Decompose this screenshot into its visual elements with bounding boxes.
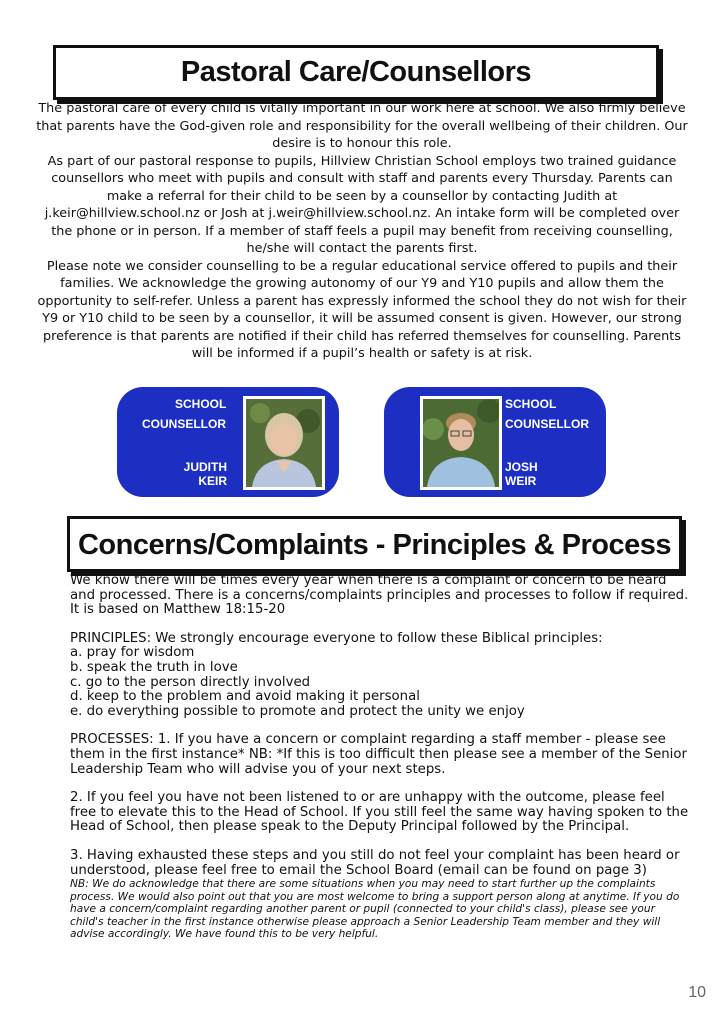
process-step-1: PROCESSES: 1. If you have a concern or complaint regarding a staff member - please see them in the first instance* NB: *If this is too difficult then please see a member of the Senior Leadership Team who will advise you of your next steps. (70, 732, 687, 777)
section-title-pastoral-care: Pastoral Care/Counsellors (53, 45, 659, 100)
first-name: JOSH (505, 460, 538, 474)
list-item: d. keep to the problem and avoid making it personal (70, 689, 420, 705)
footnote: NB: We do acknowledge that there are some situations when you may need to start further up the complaints process. We would also point out that you are most welcome to bring a support person along at anytime. If you do have a concern/complaint regarding another parent or pupil (connected to your child's class), please see your child's teacher in the first instance otherwise please approach a Senior Leadership Team member and they will advise accordingly. We have found this to be very helpful. (70, 878, 680, 941)
counsellor-card-judith (117, 387, 339, 497)
process-step-2: 2. If you feel you have not been listened to or are unhappy with the outcome, please feel free to elevate this to the Head of School. If you still feel the same way having spoken to the Head of School, then please speak to the Deputy Principal followed by the Principal. (70, 790, 689, 835)
portrait-photo-josh (423, 399, 499, 487)
counsellor-photo (243, 396, 325, 490)
list-item: c. go to the person directly involved (70, 674, 311, 690)
process-step-3: 3. Having exhausted these steps and you still do not feel your complaint has been heard or understood, please feel free to email the School Board (email can be found on page 3) (70, 847, 680, 878)
section-title-concerns: Concerns/Complaints - Principles & Process (67, 516, 682, 572)
pastoral-care-text (34, 100, 690, 363)
page-number: 10 (688, 984, 706, 1001)
counsellor-card-josh (384, 387, 606, 497)
list-item: b. speak the truth in love (70, 659, 238, 675)
counsellor-photo (420, 396, 502, 490)
card-label-counsellor: COUNSELLOR (505, 417, 589, 431)
concerns-text (70, 574, 690, 941)
intro-paragraph: We know there will be times every year when there is a complaint or concern to be heard and processed. There is a concerns/complaints principles and processes to follow if required. It is based on Matthew 18:15-20 (70, 573, 689, 618)
paragraph: Please note we consider counselling to be a regular educational service offered to pupils and their families. We acknowledge the growing autonomy of our Y9 and Y10 pupils and allow them the opportunity to self-refer. Unless a parent has expressly informed the school they do not wish for their Y9 or Y10 child to be seen by a counsellor, it will be assumed consent is given. However, our strong preference is that parents are notified if their child has referred themselves for counselling. Parents will be informed if a pupil’s health or safety is at risk. (37, 258, 687, 361)
first-name: JUDITH (183, 460, 227, 474)
card-label-counsellor: COUNSELLOR (142, 417, 226, 431)
last-name: KEIR (198, 474, 227, 488)
paragraph: The pastoral care of every child is vitally important in our work here at school. We also firmly believe that parents have the God-given role and responsibility for the overall wellbeing of their children. Our desire is to honour this role. (36, 101, 688, 151)
counsellor-name (175, 460, 227, 488)
portrait-photo-judith (246, 399, 322, 487)
card-label-school: SCHOOL (505, 397, 557, 411)
last-name: WEIR (505, 474, 537, 488)
list-item: e. do everything possible to promote and protect the unity we enjoy (70, 703, 525, 719)
counsellor-name (505, 460, 538, 488)
principles-heading: PRINCIPLES: We strongly encourage everyone to follow these Biblical principles: (70, 630, 603, 646)
principles-list (70, 646, 690, 719)
paragraph: As part of our pastoral response to pupils, Hillview Christian School employs two trained guidance counsellors who meet with pupils and consult with staff and parents every Thursday. Parents can make a referral for their child to be seen by a counsellor by contacting Judith at j.keir@hillview.school.nz or Josh at j.weir@hillview.school.nz. An intake form will be completed over the phone or in person. If a member of staff feels a pupil may benefit from receiving counselling, he/she will contact the parents first. (44, 153, 680, 256)
card-label-school: SCHOOL (175, 397, 227, 411)
list-item: a. pray for wisdom (70, 645, 195, 661)
